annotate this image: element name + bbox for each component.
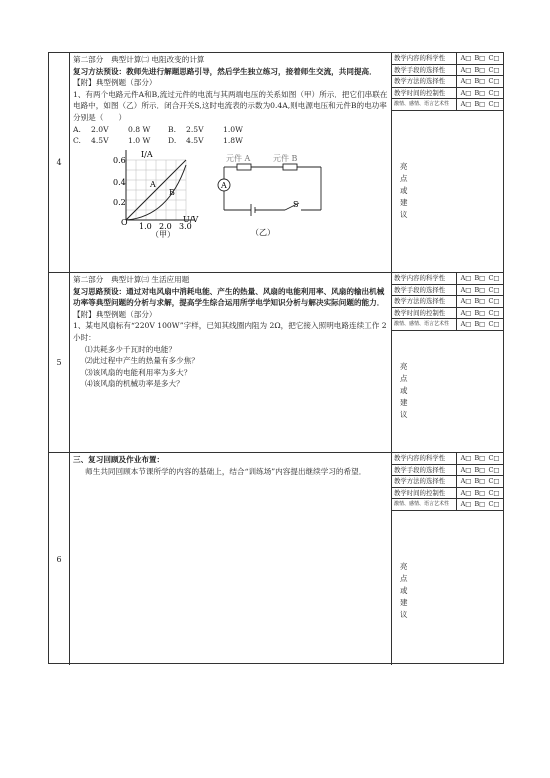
row-number: 4 [49,53,70,272]
circuit-caption: （乙） [251,227,275,237]
row-number: 5 [49,273,70,452]
grade-b-checkbox[interactable]: B□ [474,320,486,328]
x-tick-label: 3.0 [179,221,192,231]
curve-a-label: A [150,179,156,189]
ammeter-label: A [221,180,227,190]
grade-c-checkbox[interactable]: C□ [488,285,500,294]
grade-b-checkbox[interactable]: B□ [474,54,486,62]
grade-c-checkbox[interactable]: C□ [488,65,500,74]
grade-c-checkbox[interactable]: C□ [488,100,500,108]
grade-a-checkbox[interactable]: A□ [460,88,472,97]
example-header: 【附】典型例题（部分） [73,309,157,319]
y-tick-label: 0.2 [113,197,126,207]
subquestion: ⑴共耗多少千瓦时的电能？ [85,344,177,354]
curve-b-label: B [169,187,175,197]
grade-c-checkbox[interactable]: C□ [488,454,500,462]
graph-caption: （甲） [151,229,175,239]
subquestion: ⑵此过程中产生的热量有多少焦？ [85,356,199,366]
highlight-suggestion-label: 亮 点 或 建 议 [400,362,408,419]
grade-b-checkbox[interactable]: B□ [474,297,486,305]
grade-b-checkbox[interactable]: B□ [474,454,486,462]
grade-c-checkbox[interactable]: C□ [488,500,500,508]
row-number: 6 [49,453,70,665]
grade-b-checkbox[interactable]: B□ [474,274,486,282]
grade-a-checkbox[interactable]: A□ [460,285,472,294]
evaluation-panel: 教学内容的科学性 A□ B□ C□ 教学手段的选择性 A□ B□ C□ 教学方法的选择性 A□ B□ C□ 教学时间的控制性 A□ B□ C□ 激情、感情、语言艺术性 A□ B□ C□ 亮 点 或 建 议 [392,53,503,272]
grade-a-checkbox[interactable]: A□ [460,488,472,497]
example-header: 【附】典型例题（部分） [73,78,157,88]
answer-options-row-2: C. 4.5V 1.0 W D. 4.5V 1.8W [73,136,243,146]
section-title: 第二部分 典型计算㈡ 电阻改变的计算 [73,55,205,64]
row-content [70,273,392,452]
y-axis-label: I/A [141,149,153,159]
grade-b-checkbox[interactable]: B□ [474,308,486,317]
grade-b-checkbox[interactable]: B□ [474,500,486,508]
grade-b-checkbox[interactable]: B□ [474,88,486,97]
grade-b-checkbox[interactable]: B□ [474,465,486,474]
grade-b-checkbox[interactable]: B□ [474,477,486,485]
lesson-plan-table [48,52,504,664]
question-text: 1、有两个电路元件A和B,流过元件的电流与其两端电压的关系如图（甲）所示．把它们串联在电路中，如图（乙）所示．闭合开关S,这时电流表的示数为0.4A,则电源电压和元件B的电功率分别是（ ） [73,89,388,122]
highlight-suggestion-label: 亮 点 或 建 议 [400,562,408,619]
grade-a-checkbox[interactable]: A□ [460,454,472,462]
y-tick-label: 0.6 [113,155,126,165]
grade-a-checkbox[interactable]: A□ [460,77,472,85]
grade-c-checkbox[interactable]: C□ [488,88,500,97]
answer-options-row-1: A. 2.0V 0.8 W B. 2.5V 1.0W [73,124,243,134]
grade-c-checkbox[interactable]: C□ [488,54,500,62]
table-row-6 [49,453,503,665]
grade-a-checkbox[interactable]: A□ [460,320,472,328]
figure-graph-and-circuit [73,147,389,239]
grade-b-checkbox[interactable]: B□ [474,100,486,108]
table-row-4 [49,53,503,273]
grade-a-checkbox[interactable]: A□ [460,500,472,508]
grade-c-checkbox[interactable]: C□ [488,465,500,474]
grade-a-checkbox[interactable]: A□ [460,297,472,305]
switch-label: S [293,199,299,209]
grade-b-checkbox[interactable]: B□ [474,285,486,294]
grade-a-checkbox[interactable]: A□ [460,100,472,108]
origin-label: O [121,217,128,227]
grade-a-checkbox[interactable]: A□ [460,465,472,474]
grade-a-checkbox[interactable]: A□ [460,65,472,74]
grade-c-checkbox[interactable]: C□ [488,274,500,282]
method-text: 复习思路预设：通过对电风扇中消耗电能、产生的热量、风扇的电能利用率、风扇的输出机械功率等典型问题的分析与求解，提高学生综合运用所学电学知识分析与解决实际问题的能力． [73,286,385,308]
x-tick-label: 2.0 [159,221,172,231]
grade-c-checkbox[interactable]: C□ [488,477,500,485]
evaluation-panel: 教学内容的科学性 A□ B□ C□ 教学手段的选择性 A□ B□ C□ 教学方法的选择性 A□ B□ C□ 教学时间的控制性 A□ B□ C□ 激情、感情、语言艺术性 A□ B□ C□ 亮 点 或 建 议 [392,453,503,665]
grade-b-checkbox[interactable]: B□ [474,77,486,85]
method-text: 复习方法预设：教师先进行解题思路引导，然后学生独立练习，接着师生交流，共同提高． [73,66,377,76]
grade-a-checkbox[interactable]: A□ [460,54,472,62]
x-axis-label: U/V [183,214,199,224]
section-title: 第二部分 典型计算㈢ 生活应用题 [73,275,190,284]
grade-a-checkbox[interactable]: A□ [460,477,472,485]
grade-c-checkbox[interactable]: C□ [488,488,500,497]
row-content [70,453,392,665]
question-text: 1、某电风扇标有“220V 100W”字样，已知其线圈内阻为 2Ω，把它接入照明电路连续工作 2 小时： [73,321,387,342]
grade-a-checkbox[interactable]: A□ [460,308,472,317]
subquestion: ⑶该风扇的电能利用率为多大？ [85,367,192,377]
grade-c-checkbox[interactable]: C□ [488,297,500,305]
row-content [70,53,392,272]
subquestion: ⑷该风扇的机械功率是多大？ [85,379,184,389]
x-tick-label: 1.0 [139,221,152,231]
circuit-diagram [220,153,298,237]
grade-b-checkbox[interactable]: B□ [474,488,486,497]
grade-b-checkbox[interactable]: B□ [474,65,486,74]
y-tick-label: 0.4 [113,177,126,187]
body-text: 师生共同回顾本节课所学的内容的基础上，结合“训练场”内容提出继续学习的希望． [85,466,367,476]
section-title: 三、复习回顾及作业布置： [73,455,165,464]
highlight-suggestion-label: 亮 点 或 建 议 [400,162,408,219]
grade-a-checkbox[interactable]: A□ [460,274,472,282]
element-b-label: 元件 B [273,153,298,163]
grade-c-checkbox[interactable]: C□ [488,320,500,328]
grade-c-checkbox[interactable]: C□ [488,308,500,317]
table-row-5 [49,273,503,453]
evaluation-panel: 教学内容的科学性 A□ B□ C□ 教学手段的选择性 A□ B□ C□ 教学方法的选择性 A□ B□ C□ 教学时间的控制性 A□ B□ C□ 激情、感情、语言艺术性 A□ B□ C□ 亮 点 或 建 议 [392,273,503,452]
grade-c-checkbox[interactable]: C□ [488,77,500,85]
element-a-label: 元件 A [226,153,251,163]
